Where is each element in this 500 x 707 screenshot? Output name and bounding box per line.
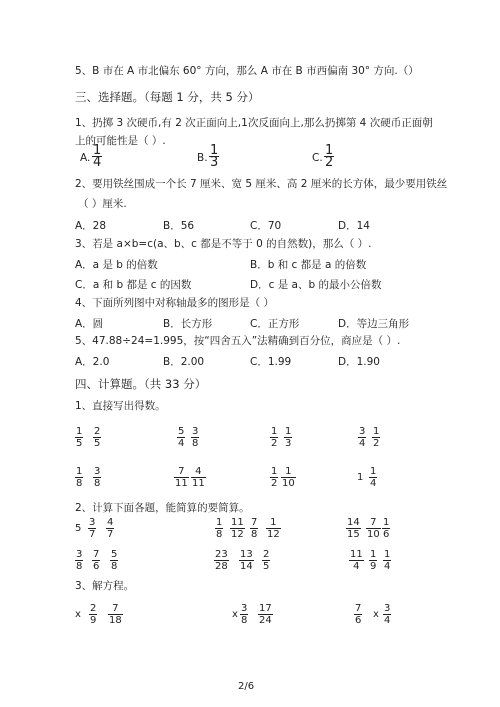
denominator: 10 [282, 478, 295, 489]
numerator: 4 [107, 517, 114, 528]
numerator: 1 [266, 517, 281, 529]
calc2-r1-f7 [346, 517, 361, 540]
calc1-r2-f1 [75, 466, 83, 489]
calc2-r2-f1 [75, 549, 83, 572]
numerator: 3 [94, 466, 101, 477]
section-4-heading: 四、计算题。（共 33 分） [75, 377, 207, 391]
choice-1-fraction-c [324, 145, 334, 168]
section-3-heading: 三、选择题。（每题 1 分，共 5 分） [75, 90, 260, 104]
choice-1-fraction-b [209, 145, 219, 168]
numerator: 1 [285, 426, 292, 437]
denominator: 12 [267, 529, 280, 540]
numerator: 3 [241, 603, 248, 614]
choice-5-option-b: B．2.00 [163, 356, 205, 368]
denominator: 11 [192, 478, 205, 489]
denominator: 7 [89, 529, 96, 540]
denominator: 9 [370, 561, 377, 572]
denominator: 8 [251, 529, 258, 540]
numerator: 1 [325, 143, 334, 158]
eq3-variable: x [373, 609, 379, 620]
choice-5-option-c: C．1.99 [250, 356, 292, 368]
denominator: 2 [325, 155, 334, 170]
choice-1-text-a: 1、扔掷 3 次硬币,有 2 次正面向上,1 [75, 117, 248, 129]
denominator: 12 [231, 529, 244, 540]
calc2-r2-f9 [383, 549, 391, 572]
calc2-r1-f1 [88, 517, 96, 540]
calc2-r1-f3 [215, 517, 223, 540]
choice-2-text: 2、要用铁丝围成一个长 7 厘米、宽 5 厘米、高 2 厘米的长方体，最少要用铁丝 [75, 178, 448, 190]
choice-2-option-a: A．28 [75, 220, 107, 232]
calc2-r2-f6 [262, 549, 270, 572]
denominator: 8 [76, 478, 83, 489]
numerator: 13 [240, 549, 253, 560]
denominator: 6 [93, 561, 100, 572]
eq1-f2 [108, 603, 123, 626]
eq2-f1 [240, 603, 248, 626]
choice-4-option-c: C．正方形 [250, 318, 300, 330]
denominator: 4 [384, 615, 391, 626]
numerator: 1 [370, 466, 377, 477]
numerator: 11 [350, 549, 363, 560]
numerator: 2 [90, 603, 97, 614]
numerator: 1 [370, 549, 377, 560]
numerator: 1 [281, 466, 296, 478]
numerator: 17 [259, 603, 272, 614]
choice-4-option-b: B．长方形 [163, 318, 213, 330]
calc2-r1-f9 [382, 517, 390, 540]
numerator: 2 [263, 549, 270, 560]
denominator: 5 [263, 561, 270, 572]
denominator: 8 [111, 561, 118, 572]
eq1-f1 [89, 603, 97, 626]
numerator: 7 [251, 517, 258, 528]
denominator: 5 [76, 438, 83, 449]
calc1-r1-f8 [372, 426, 380, 449]
choice-1-option-b: B. [197, 152, 208, 164]
calc2-r2-f3 [110, 549, 118, 572]
numerator: 1 [271, 466, 278, 477]
calc2-r1-f4 [230, 517, 245, 540]
denominator: 8 [76, 561, 83, 572]
denominator: 6 [383, 529, 390, 540]
denominator: 5 [94, 438, 101, 449]
denominator: 4 [370, 478, 377, 489]
choice-2-option-d: D．14 [338, 220, 370, 232]
denominator: 14 [240, 561, 253, 572]
numerator: 1 [384, 549, 391, 560]
numerator: 7 [174, 466, 189, 478]
calc2-r1-f8 [366, 517, 381, 540]
numerator: 1 [76, 466, 83, 477]
denominator: 4 [353, 561, 360, 572]
numerator: 1 [93, 143, 102, 158]
calc2-r2-f4 [214, 549, 229, 572]
numerator: 14 [347, 517, 360, 528]
denominator: 4 [384, 561, 391, 572]
numerator: 3 [89, 517, 96, 528]
calc1-r2-f4 [191, 466, 206, 489]
numerator: 1 [383, 517, 390, 528]
numerator: 3 [359, 426, 366, 437]
denominator: 2 [373, 438, 380, 449]
calc2-r1-f2 [106, 517, 114, 540]
q5-judgement: 5、B 市在 A 市北偏东 60° 方向，那么 A 市在 B 市西偏南 30° 方向.（） [75, 65, 419, 77]
calc2-r1-whole: 5 [75, 523, 82, 534]
denominator: 6 [355, 615, 362, 626]
denominator: 3 [210, 155, 219, 170]
calc2-r2-f5 [239, 549, 254, 572]
choice-1-text-c: 上的可能性是（ ）. [75, 135, 166, 147]
denominator: 7 [107, 529, 114, 540]
numerator: 7 [355, 603, 362, 614]
denominator: 28 [215, 561, 228, 572]
choice-2-blank: （ ）厘米. [78, 198, 127, 210]
denominator: 8 [216, 529, 223, 540]
calc1-r1-f7 [358, 426, 366, 449]
choice-1-fraction-a [92, 145, 102, 168]
page-number: 2/6 [238, 681, 255, 692]
choice-4-text: 4、下面所列图中对称轴最多的图形是（ ） [75, 297, 275, 309]
numerator: 1 [271, 426, 278, 437]
numerator: 1 [76, 426, 83, 437]
denominator: 8 [192, 438, 199, 449]
calc2-r2-f8 [369, 549, 377, 572]
denominator: 8 [94, 478, 101, 489]
calc2-r1-f5 [250, 517, 258, 540]
choice-3-option-d: D．c 是 a、b 的最小公倍数 [250, 279, 382, 291]
numerator: 3 [76, 549, 83, 560]
numerator: 11 [231, 517, 244, 528]
calc1-r1-f6 [284, 426, 292, 449]
calc1-r2-f5 [270, 466, 278, 489]
choice-3-option-c: C．a 和 b 都是 c 的因数 [75, 279, 192, 291]
eq2-f2 [258, 603, 273, 626]
choice-1-option-c: C. [312, 152, 323, 164]
denominator: 2 [271, 438, 278, 449]
denominator: 2 [271, 478, 278, 489]
numerator: 7 [108, 603, 123, 615]
denominator: 10 [367, 529, 380, 540]
numerator: 4 [191, 466, 206, 478]
calc1-r1-f5 [270, 426, 278, 449]
eq3-f2 [383, 603, 391, 626]
denominator: 3 [285, 438, 292, 449]
calc1-r1-f4 [191, 426, 199, 449]
numerator: 3 [384, 603, 391, 614]
choice-4-option-d: D．等边三角形 [338, 318, 410, 330]
denominator: 9 [90, 615, 97, 626]
denominator: 15 [347, 529, 360, 540]
choice-1-text-b: 次反面向上,那么扔掷第 4 次硬币正面朝 [248, 117, 433, 129]
problem-3-instruction: 3、解方程。 [75, 580, 135, 592]
numerator: 23 [215, 549, 228, 560]
choice-2-option-c: C．70 [250, 220, 282, 232]
denominator: 8 [241, 615, 248, 626]
numerator: 1 [216, 517, 223, 528]
choice-3-option-a: A．a 是 b 的倍数 [75, 259, 158, 271]
choice-2-option-b: B．56 [163, 220, 195, 232]
calc2-r2-f7 [349, 549, 364, 572]
calc2-r1-f6 [266, 517, 281, 540]
problem-1-instruction: 1、直接写出得数。 [75, 400, 166, 412]
eq2-variable: x [232, 609, 238, 620]
eq3-f1 [354, 603, 362, 626]
numerator: 2 [94, 426, 101, 437]
calc1-r1-f1 [75, 426, 83, 449]
numerator: 3 [192, 426, 199, 437]
numerator: 1 [373, 426, 380, 437]
calc1-r1-f2 [93, 426, 101, 449]
choice-5-option-d: D．1.90 [338, 356, 380, 368]
calc1-r2-f7 [369, 466, 377, 489]
numerator: 1 [210, 143, 219, 158]
calc1-r2-whole: 1 [357, 472, 364, 483]
calc1-r1-f3 [177, 426, 185, 449]
choice-5-option-a: A．2.0 [75, 356, 110, 368]
choice-4-option-a: A．圆 [75, 318, 104, 330]
calc1-r2-f6 [281, 466, 296, 489]
eq1-variable: x [75, 609, 81, 620]
denominator: 11 [175, 478, 188, 489]
calc1-r2-f2 [93, 466, 101, 489]
denominator: 18 [109, 615, 122, 626]
denominator: 4 [93, 155, 102, 170]
numerator: 5 [178, 426, 185, 437]
numerator: 5 [111, 549, 118, 560]
numerator: 7 [93, 549, 100, 560]
problem-2-instruction: 2、计算下面各题，能简算的要简算。 [75, 502, 250, 514]
numerator: 7 [366, 517, 381, 529]
choice-3-text: 3、若是 a×b=c(a、b、c 都是不等于 0 的自然数)，那么（ ）. [75, 238, 372, 250]
denominator: 4 [178, 438, 185, 449]
denominator: 24 [259, 615, 272, 626]
denominator: 4 [359, 438, 366, 449]
choice-1-option-a: A. [80, 152, 91, 164]
choice-5-text: 5、47.88÷24=1.995，按“四舍五入”法精确到百分位，商应是（ ）. [75, 335, 401, 347]
calc1-r2-f3 [174, 466, 189, 489]
choice-3-option-b: B．b 和 c 都是 a 的倍数 [250, 259, 367, 271]
calc2-r2-f2 [92, 549, 100, 572]
